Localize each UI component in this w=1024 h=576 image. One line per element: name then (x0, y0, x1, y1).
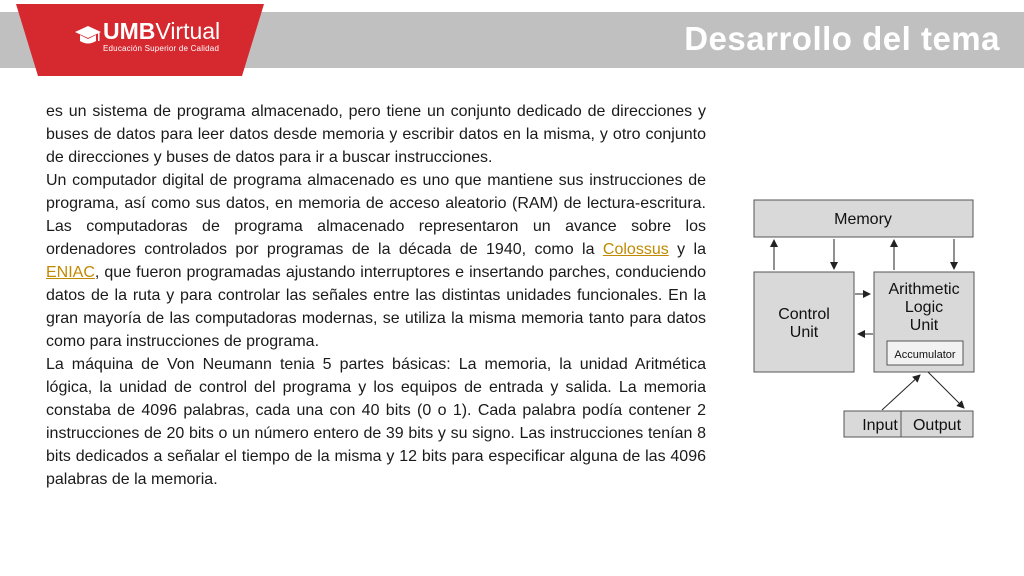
output-label: Output (912, 417, 962, 434)
alu-label-2: Logic (904, 299, 944, 316)
accumulator-label: Accumulator (894, 349, 956, 361)
memory-label: Memory (834, 211, 892, 228)
input-label: Input (862, 417, 898, 434)
control-unit-label-2: Unit (789, 324, 819, 341)
alu-label-1: Arithmetic (888, 281, 960, 298)
von-neumann-diagram (748, 194, 980, 442)
eniac-link[interactable]: ENIAC (46, 264, 95, 281)
paragraph-2-part-c: , que fueron programadas ajustando interruptores e insertando parches, conduciendo datos de la ruta y para controlar las señales entre las distintas unidades funcionales. En la gran mayoría de las computadoras modernas, se utiliza la misma memoria tanto para datos como para instrucciones de programa. (46, 264, 706, 350)
paragraph-2-part-b: y la (668, 241, 707, 258)
alu-label-3: Unit (909, 317, 939, 334)
control-unit-label-1: Control (778, 306, 830, 323)
paragraph-2-part-a: Un computador digital de programa almacenado es uno que mantiene sus instrucciones de programa, así como sus datos, en memoria de acceso aleatorio (RAM) de lectura-escritura. Las computadoras de programa almacenado representaron un avance sobre los ordenadores controlados por programas de la década de 1940, como la (46, 172, 706, 258)
graduation-cap-icon (74, 22, 102, 50)
arrow-input-to-alu (882, 375, 920, 410)
logo (103, 20, 220, 54)
page-title: Desarrollo del tema (684, 20, 1000, 57)
logo-brand-bold: UMB (103, 18, 156, 44)
body-text (46, 100, 706, 491)
logo-tagline: Educación Superior de Calidad (103, 44, 220, 53)
paragraph-2 (46, 169, 706, 353)
paragraph-3: La máquina de Von Neumann tenia 5 partes básicas: La memoria, la unidad Aritmética lógica, la unidad de control del programa y los equipos de entrada y salida. La memoria constaba de 4096 palabras, cada una con 40 bits (0 o 1). Cada palabra podía contener 2 instrucciones de 20 bits o un número entero de 39 bits y su signo. Las instrucciones tenían 8 bits dedicados a señalar el tiempo de la misma y 12 bits para especificar alguna de las 4096 palabras de la memoria. (46, 356, 706, 488)
paragraph-1: es un sistema de programa almacenado, pero tiene un conjunto dedicado de direcciones y buses de datos para leer datos desde memoria y escribir datos en la misma, y otro conjunto de direcciones y buses de datos para ir a buscar instrucciones. (46, 103, 706, 166)
colossus-link[interactable]: Colossus (602, 241, 669, 258)
logo-brand-light: Virtual (155, 18, 221, 44)
arrow-alu-to-output (928, 372, 964, 408)
